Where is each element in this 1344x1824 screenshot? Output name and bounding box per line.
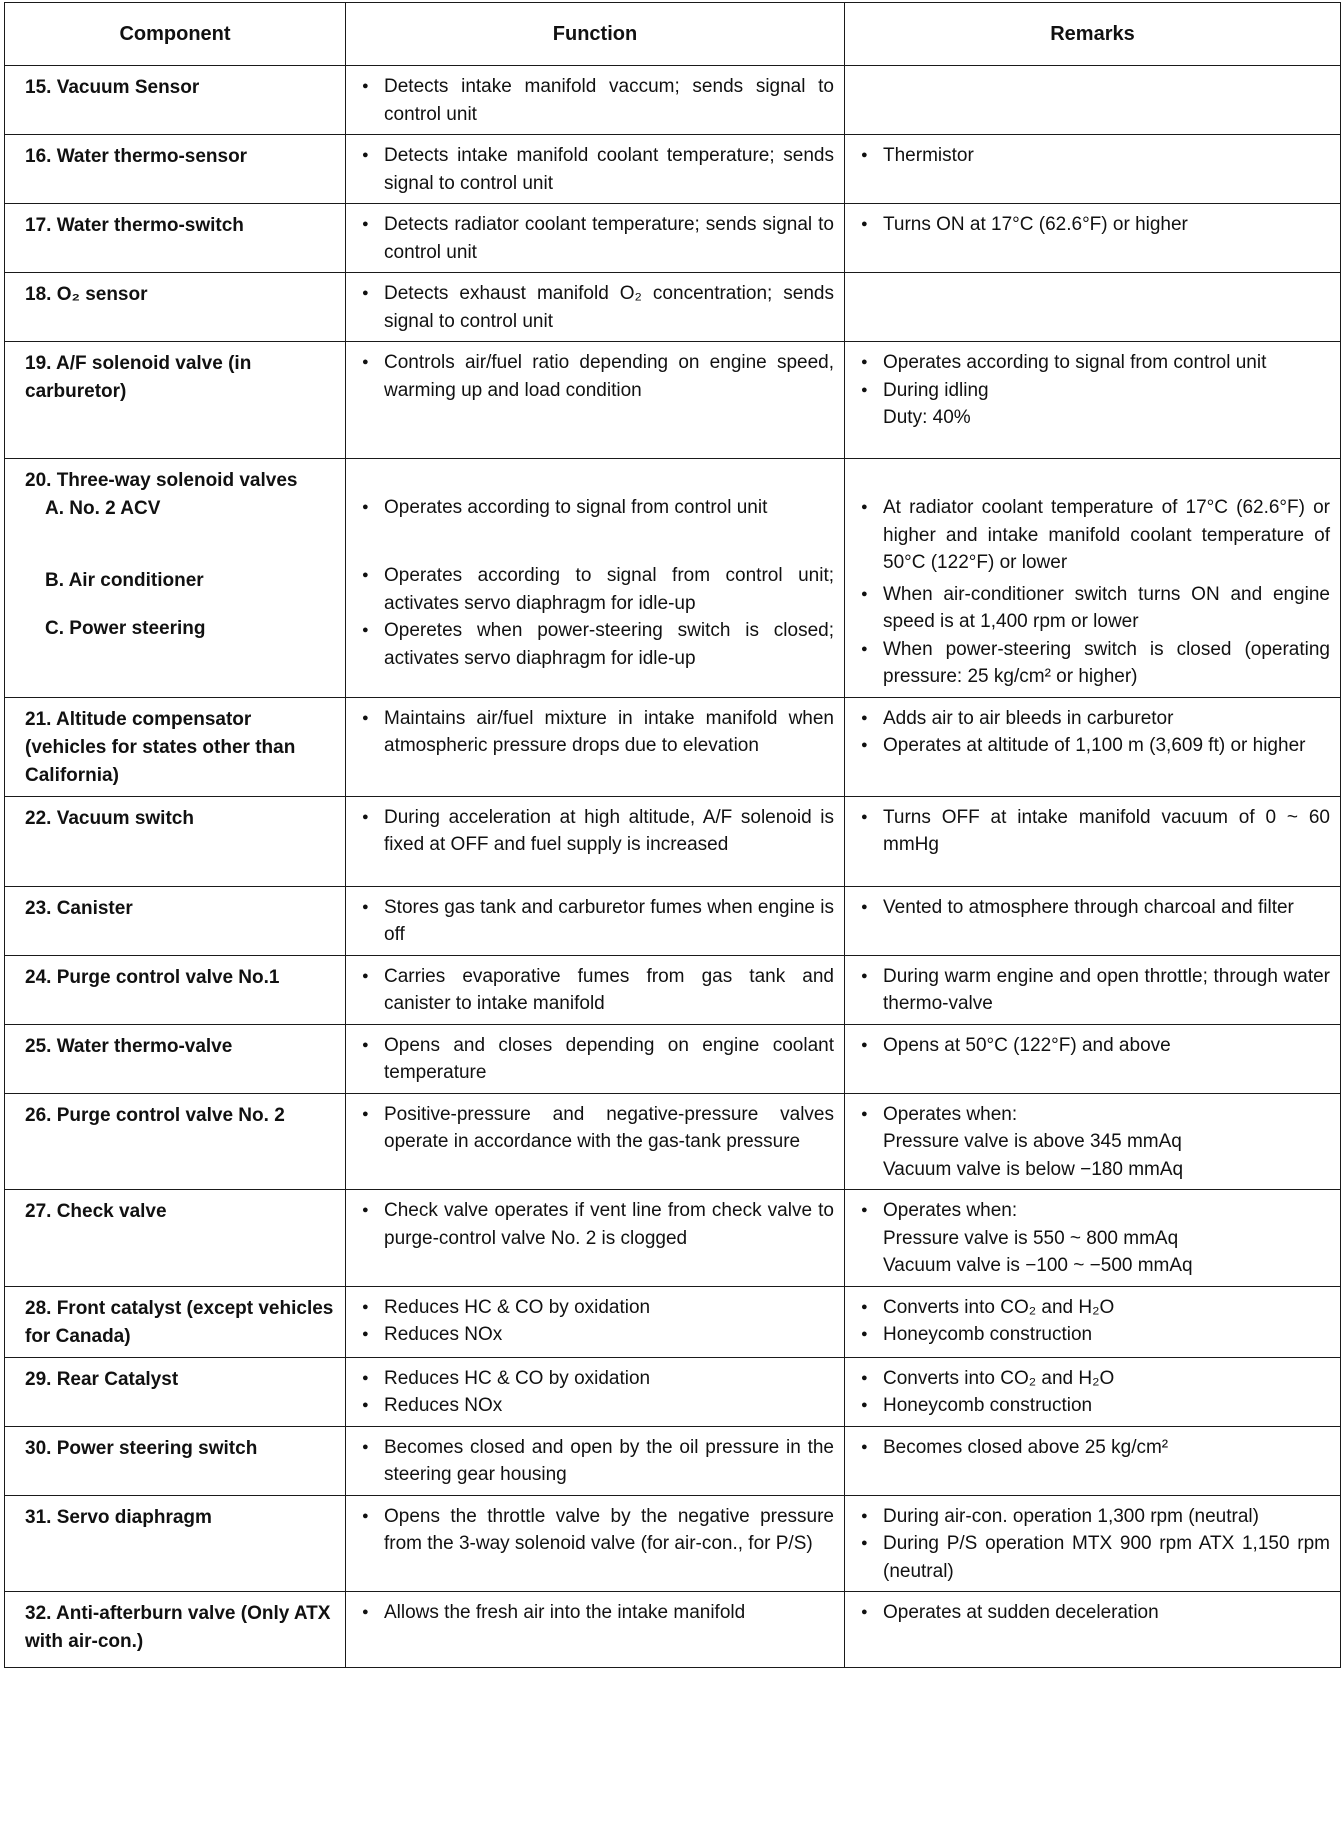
component-cell: 24. Purge control valve No.1 <box>5 955 346 1024</box>
header-component: Component <box>5 3 346 66</box>
table-row <box>5 955 1341 1024</box>
note-text: Pressure valve is 550 ~ 800 mmAq <box>883 1227 1179 1249</box>
table-row <box>5 1426 1341 1495</box>
header-row <box>5 3 1341 66</box>
function-cell <box>346 1190 845 1287</box>
header-function: Function <box>346 3 845 66</box>
bullet-text: ● Operates at altitude of 1,100 m (3,609 ft) or higher <box>861 732 1330 760</box>
table-row <box>5 66 1341 135</box>
bullet-text: ● Operetes when power-steering switch is closed; activates servo diaphragm for idle-up <box>362 617 834 672</box>
function-cell <box>346 1592 845 1668</box>
component-cell: 21. Altitude compensator (vehicles for states other than California) <box>5 697 346 796</box>
bullet-text: ● During acceleration at high altitude, A/F solenoid is fixed at OFF and fuel supply is increased <box>362 804 834 859</box>
remarks-cell <box>845 1592 1341 1668</box>
bullet-text: ● Reduces NOx <box>362 1392 834 1420</box>
bullet-text: ● Turns ON at 17°C (62.6°F) or higher <box>861 211 1330 239</box>
table-row <box>5 1286 1341 1357</box>
table-row <box>5 697 1341 796</box>
component-cell: 16. Water thermo-sensor <box>5 135 346 204</box>
bullet-text: ● Opens the throttle valve by the negative pressure from the 3-way solenoid valve (for air-con., for P/S) <box>362 1503 834 1558</box>
function-cell <box>346 135 845 204</box>
component-cell <box>5 459 346 698</box>
function-cell <box>346 273 845 342</box>
bullet-text: ● Turns OFF at intake manifold vacuum of 0 ~ 60 mmHg <box>861 804 1330 859</box>
remarks-cell <box>845 697 1341 796</box>
function-cell <box>346 1495 845 1592</box>
bullet-text: ● Reduces HC & CO by oxidation <box>362 1294 834 1322</box>
bullet-text: ● During idling <box>861 377 1330 405</box>
component-table <box>4 2 1341 1668</box>
bullet-text: ● Becomes closed above 25 kg/cm² <box>861 1434 1330 1462</box>
table-row <box>5 1190 1341 1287</box>
function-cell <box>346 1357 845 1426</box>
bullet-text: ● Detects radiator coolant temperature; sends signal to control unit <box>362 211 834 266</box>
bullet-text: ● During warm engine and open throttle; through water thermo-valve <box>861 963 1330 1018</box>
function-cell <box>346 342 845 459</box>
bullet-text: ● Controls air/fuel ratio depending on engine speed, warming up and load condition <box>362 349 834 404</box>
table-row <box>5 1357 1341 1426</box>
component-cell: 27. Check valve <box>5 1190 346 1287</box>
bullet-text: ● Operates when: <box>861 1101 1330 1129</box>
function-cell <box>346 459 845 698</box>
bullet-text: ● Converts into CO₂ and H₂O <box>861 1294 1330 1322</box>
bullet-text: ● Positive-pressure and negative-pressure valves operate in accordance with the gas-tank pressure <box>362 1101 834 1156</box>
bullet-text: ● During air-con. operation 1,300 rpm (neutral) <box>861 1503 1330 1531</box>
function-cell <box>346 697 845 796</box>
bullet-text: ● During P/S operation MTX 900 rpm ATX 1,150 rpm (neutral) <box>861 1530 1330 1585</box>
header-remarks: Remarks <box>845 3 1341 66</box>
component-cell: 19. A/F solenoid valve (in carburetor) <box>5 342 346 459</box>
bullet-text: ● Detects intake manifold vaccum; sends signal to control unit <box>362 73 834 128</box>
bullet-text: ● Stores gas tank and carburetor fumes when engine is off <box>362 894 834 949</box>
function-cell <box>346 1093 845 1190</box>
component-cell: 22. Vacuum switch <box>5 796 346 886</box>
table-row <box>5 1592 1341 1668</box>
remarks-cell <box>845 66 1341 135</box>
function-cell <box>346 66 845 135</box>
bullet-text: ● Reduces NOx <box>362 1321 834 1349</box>
bullet-text: ● At radiator coolant temperature of 17°C (62.6°F) or higher and intake manifold coolant temperature of 50°C (122°F) or lower <box>861 494 1330 577</box>
bullet-text: ● When power-steering switch is closed (operating pressure: 25 kg/cm² or higher) <box>861 636 1330 691</box>
table-row <box>5 1093 1341 1190</box>
table-row <box>5 1024 1341 1093</box>
component-cell: 26. Purge control valve No. 2 <box>5 1093 346 1190</box>
table-row <box>5 273 1341 342</box>
function-cell <box>346 1024 845 1093</box>
sub-label: C. Power steering <box>45 618 206 639</box>
component-cell: 25. Water thermo-valve <box>5 1024 346 1093</box>
component-cell: 23. Canister <box>5 886 346 955</box>
table-row <box>5 135 1341 204</box>
bullet-text: ● Detects exhaust manifold O₂ concentration; sends signal to control unit <box>362 280 834 335</box>
table-row <box>5 204 1341 273</box>
bullet-text: ● Thermistor <box>861 142 1330 170</box>
component-cell: 18. O₂ sensor <box>5 273 346 342</box>
remarks-cell <box>845 955 1341 1024</box>
bullet-text: ● Converts into CO₂ and H₂O <box>861 1365 1330 1393</box>
remarks-cell <box>845 1357 1341 1426</box>
bullet-text: ● Becomes closed and open by the oil pressure in the steering gear housing <box>362 1434 834 1489</box>
note-text: Vacuum valve is −100 ~ −500 mmAq <box>883 1255 1193 1276</box>
bullet-text: ● Adds air to air bleeds in carburetor <box>861 705 1330 733</box>
remarks-cell <box>845 135 1341 204</box>
note-text: Vacuum valve is below −180 mmAq <box>883 1158 1184 1180</box>
remarks-cell <box>845 273 1341 342</box>
table-row <box>5 1495 1341 1592</box>
remarks-cell <box>845 1286 1341 1357</box>
table-row <box>5 342 1341 459</box>
remarks-cell <box>845 1093 1341 1190</box>
function-cell <box>346 886 845 955</box>
bullet-text: ● Allows the fresh air into the intake manifold <box>362 1599 834 1627</box>
bullet-text: ● Honeycomb construction <box>861 1321 1330 1349</box>
component-cell: 32. Anti-afterburn valve (Only ATX with air-con.) <box>5 1592 346 1668</box>
function-cell <box>346 796 845 886</box>
bullet-text: ● Opens at 50°C (122°F) and above <box>861 1032 1330 1060</box>
function-cell <box>346 955 845 1024</box>
component-title: 20. Three-way solenoid valves <box>25 470 298 491</box>
bullet-text: ● Carries evaporative fumes from gas tank and canister to intake manifold <box>362 963 834 1018</box>
bullet-text: ● Operates according to signal from control unit <box>861 349 1330 377</box>
sub-label: B. Air conditioner <box>45 570 204 591</box>
table-row <box>5 886 1341 955</box>
remarks-cell <box>845 1495 1341 1592</box>
bullet-text: ● Reduces HC & CO by oxidation <box>362 1365 834 1393</box>
remarks-cell <box>845 1024 1341 1093</box>
bullet-text: ● Operates according to signal from control unit <box>362 494 834 562</box>
bullet-text: ● Maintains air/fuel mixture in intake manifold when atmospheric pressure drops due to elevation <box>362 705 834 760</box>
remarks-cell <box>845 1426 1341 1495</box>
component-cell: 31. Servo diaphragm <box>5 1495 346 1592</box>
bullet-text: ● Operates at sudden deceleration <box>861 1599 1330 1627</box>
bullet-text: ● When air-conditioner switch turns ON and engine speed is at 1,400 rpm or lower <box>861 581 1330 636</box>
component-cell: 29. Rear Catalyst <box>5 1357 346 1426</box>
component-cell: 15. Vacuum Sensor <box>5 66 346 135</box>
remarks-cell <box>845 1190 1341 1287</box>
bullet-text: ● Opens and closes depending on engine coolant temperature <box>362 1032 834 1087</box>
function-cell <box>346 1426 845 1495</box>
bullet-text: ● Operates when: <box>861 1197 1330 1225</box>
component-cell: 17. Water thermo-switch <box>5 204 346 273</box>
function-cell <box>346 1286 845 1357</box>
remarks-cell <box>845 342 1341 459</box>
sub-label: A. No. 2 ACV <box>45 498 161 519</box>
component-cell: 28. Front catalyst (except vehicles for Canada) <box>5 1286 346 1357</box>
table-row <box>5 459 1341 698</box>
function-cell <box>346 204 845 273</box>
note-text: Pressure valve is above 345 mmAq <box>883 1131 1182 1152</box>
table-row <box>5 796 1341 886</box>
bullet-text: ● Detects intake manifold coolant temperature; sends signal to control unit <box>362 142 834 197</box>
bullet-text: ● Check valve operates if vent line from check valve to purge-control valve No. 2 is clogged <box>362 1197 834 1252</box>
remarks-cell <box>845 204 1341 273</box>
remarks-cell <box>845 886 1341 955</box>
remarks-cell <box>845 796 1341 886</box>
component-cell: 30. Power steering switch <box>5 1426 346 1495</box>
note-text: Duty: 40% <box>883 407 971 428</box>
bullet-text: ● Vented to atmosphere through charcoal and filter <box>861 894 1330 922</box>
remarks-cell <box>845 459 1341 698</box>
bullet-text: ● Honeycomb construction <box>861 1392 1330 1420</box>
bullet-text: ● Operates according to signal from control unit; activates servo diaphragm for idle-up <box>362 562 834 617</box>
